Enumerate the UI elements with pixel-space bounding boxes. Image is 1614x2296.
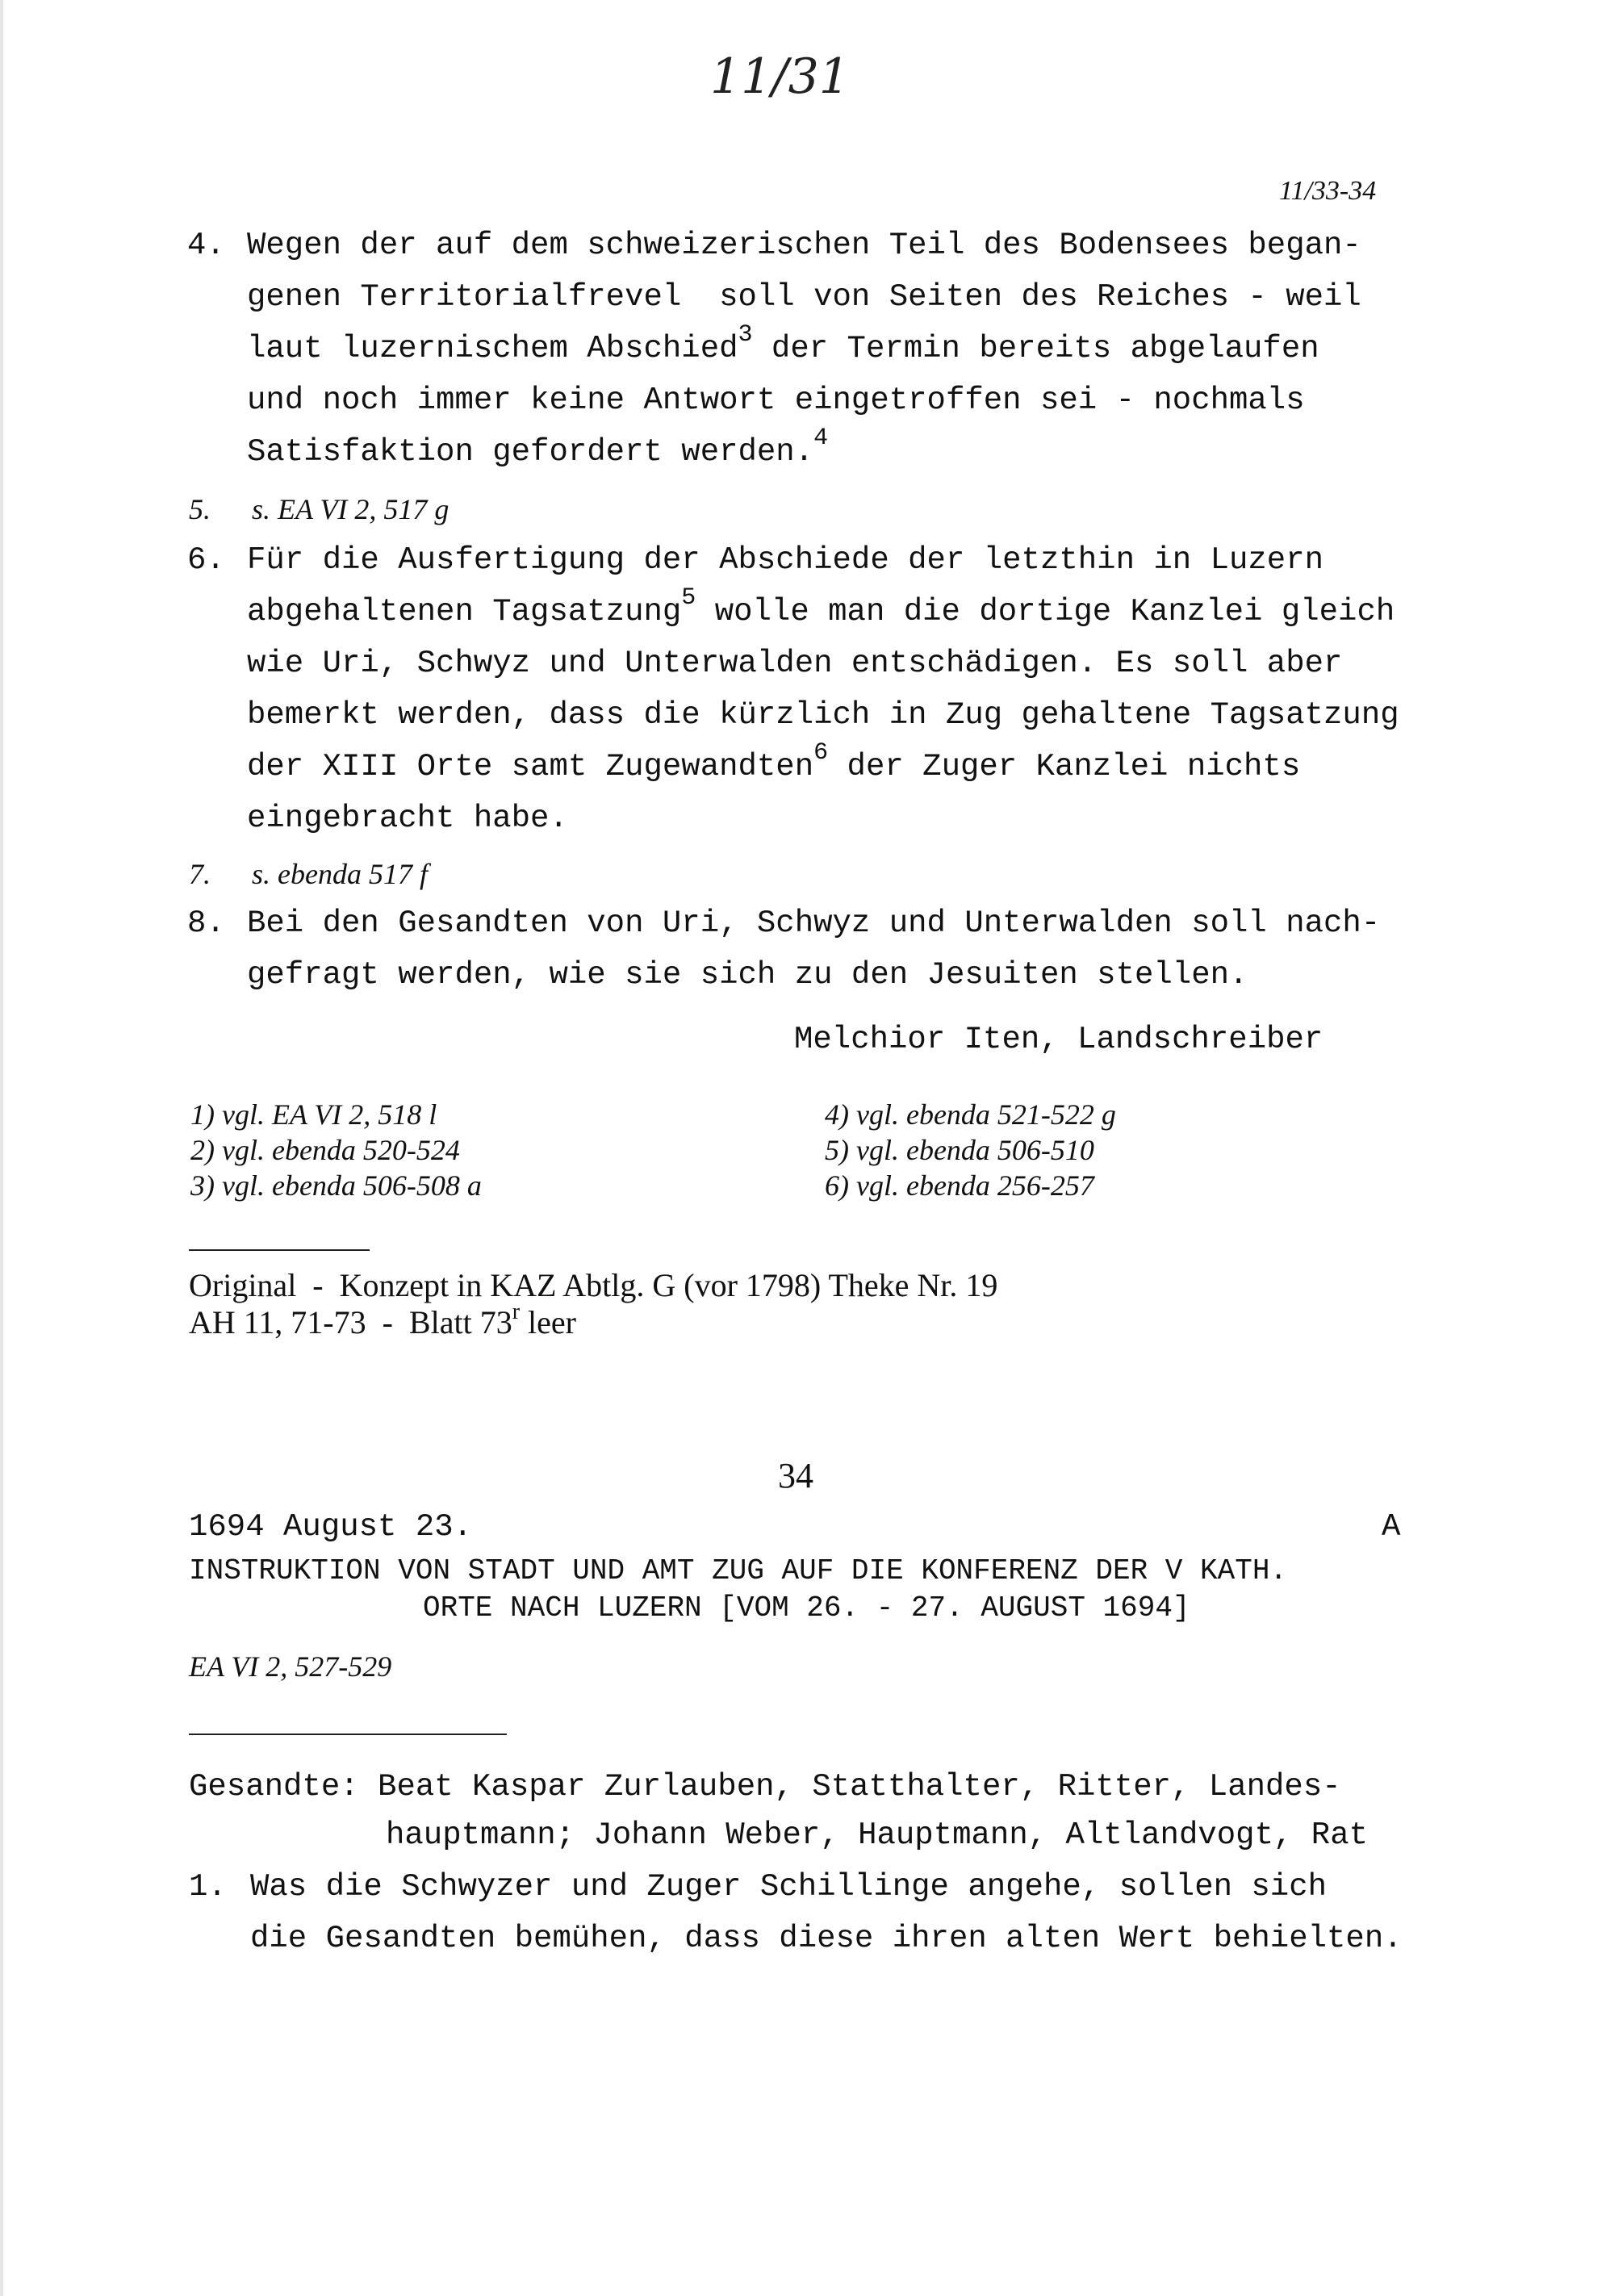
item-line: die Gesandten bemühen, dass diese ihren alten Wert behielten.	[250, 1921, 1403, 1956]
item-number: 5.	[189, 493, 211, 525]
item-line: der Termin bereits abgelaufen	[752, 331, 1319, 366]
item-reference: s. ebenda 517 f	[252, 858, 428, 890]
item-line: der XIII Orte samt Zugewandten	[247, 749, 814, 784]
source-text: leer	[520, 1304, 576, 1340]
item-line: abgehaltenen Tagsatzung	[247, 594, 682, 629]
source-text: AH 11, 71-73 - Blatt 73	[189, 1304, 512, 1340]
footnote: 1) vgl. EA VI 2, 518 l	[190, 1098, 437, 1131]
superscript: r	[512, 1299, 521, 1324]
envoys-line: Gesandte: Beat Kaspar Zurlauben, Statthalter, Ritter, Landes-	[189, 1769, 1341, 1805]
document-title: INSTRUKTION VON STADT UND AMT ZUG AUF DIE KONFERENZ DER V KATH.	[189, 1554, 1288, 1587]
document-reference: EA VI 2, 527-529	[189, 1650, 392, 1683]
footnote: 6) vgl. ebenda 256-257	[825, 1169, 1094, 1202]
signature: Melchior Iten, Landschreiber	[794, 1022, 1323, 1057]
item-line: der Zuger Kanzlei nichts	[828, 749, 1301, 784]
top-reference: 11/33-34	[1279, 176, 1377, 206]
item-number: 6.	[187, 542, 225, 578]
item-line: gefragt werden, wie sie sich zu den Jesuiten stellen.	[247, 957, 1248, 993]
document-title: ORTE NACH LUZERN [VOM 26. - 27. AUGUST 1694]	[423, 1591, 1190, 1625]
item-line: laut luzernischem Abschied	[247, 331, 738, 366]
item-line-with-footnote	[247, 323, 1319, 377]
item-line: wolle man die dortige Kanzlei gleich	[696, 594, 1395, 629]
item-number: 1.	[189, 1869, 227, 1905]
footnote-marker: 6	[813, 739, 829, 767]
item-number: 8.	[187, 905, 225, 941]
item-line: eingebracht habe.	[247, 801, 568, 836]
footnote: 3) vgl. ebenda 506-508 a	[190, 1169, 482, 1202]
footnote-marker: 5	[681, 584, 696, 612]
item-line-with-footnote	[247, 586, 1394, 640]
item-line: Bei den Gesandten von Uri, Schwyz und Unterwalden soll nach-	[247, 905, 1381, 941]
item-number: 7.	[189, 858, 211, 890]
source-line: Original - Konzept in KAZ Abtlg. G (vor 1798) Theke Nr. 19	[189, 1267, 998, 1303]
document-class: A	[1382, 1509, 1401, 1545]
item-line: und noch immer keine Antwort eingetroffen sei - nochmals	[247, 383, 1305, 418]
folio-number: 11/31	[710, 48, 850, 105]
footnote-marker: 3	[738, 321, 753, 349]
item-line-with-footnote	[247, 741, 1300, 795]
item-line: Satisfaktion gefordert werden.	[247, 434, 814, 470]
item-line: Wegen der auf dem schweizerischen Teil des Bodensees began-	[247, 228, 1361, 263]
item-line: Was die Schwyzer und Zuger Schillinge angehe, sollen sich	[250, 1869, 1328, 1905]
footnote: 5) vgl. ebenda 506-510	[825, 1134, 1094, 1166]
envoys-line: hauptmann; Johann Weber, Hauptmann, Altlandvogt, Rat	[386, 1817, 1368, 1853]
document-number: 34	[778, 1456, 813, 1495]
item-line-with-footnote	[247, 426, 828, 480]
footnote: 2) vgl. ebenda 520-524	[190, 1134, 460, 1166]
divider	[189, 1249, 370, 1251]
item-reference: s. EA VI 2, 517 g	[252, 493, 449, 525]
document-date: 1694 August 23.	[189, 1509, 473, 1545]
item-number: 4.	[187, 228, 225, 263]
item-line: bemerkt werden, dass die kürzlich in Zug gehaltene Tagsatzung	[247, 697, 1399, 733]
item-line: wie Uri, Schwyz und Unterwalden entschädigen. Es soll aber	[247, 646, 1343, 681]
item-line: Für die Ausfertigung der Abschiede der letzthin in Luzern	[247, 542, 1324, 578]
scan-edge	[0, 0, 3, 2296]
item-line: genen Territorialfrevel soll von Seiten des Reiches - weil	[247, 279, 1361, 315]
divider	[189, 1734, 507, 1735]
source-line	[189, 1299, 576, 1345]
footnote-marker: 4	[813, 424, 829, 452]
footnote: 4) vgl. ebenda 521-522 g	[825, 1098, 1116, 1131]
